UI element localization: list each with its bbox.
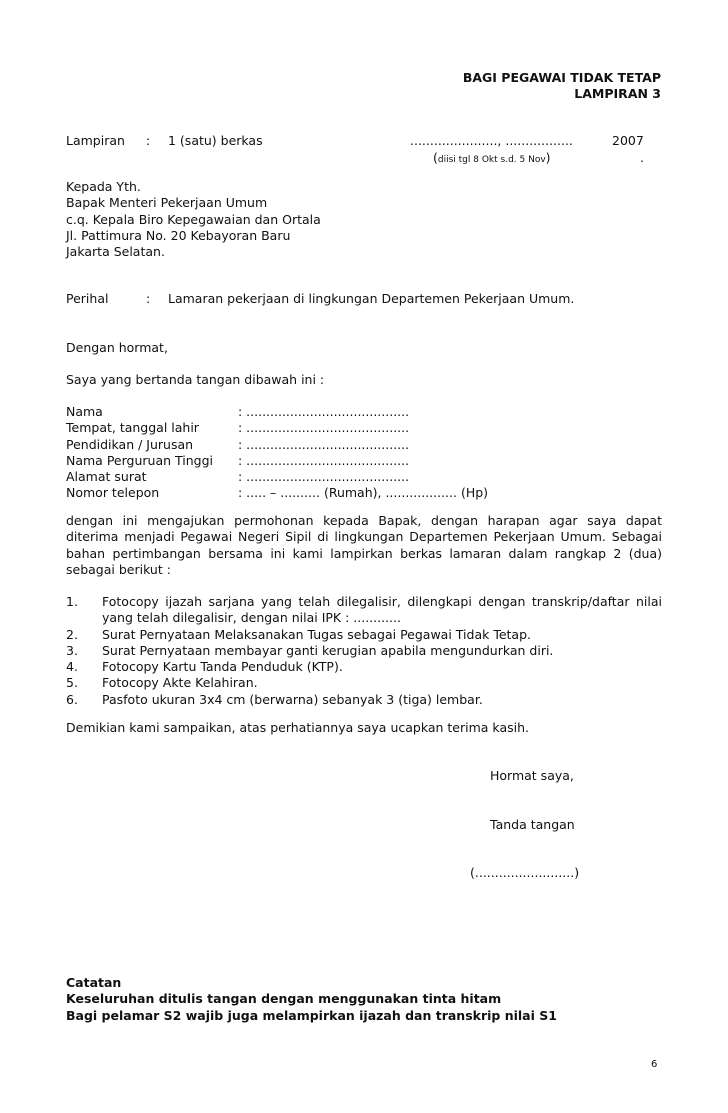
field-label: Pendidikan / Jurusan <box>66 436 194 452</box>
recipient-line: Jakarta Selatan. <box>66 244 165 260</box>
header-type: BAGI PEGAWAI TIDAK TETAP <box>462 70 661 85</box>
field-label: Tempat, tanggal lahir <box>66 420 199 436</box>
date-note <box>433 150 551 168</box>
field-value: : ......................................... <box>238 469 410 485</box>
lampiran-value: 1 (satu) berkas <box>168 133 263 148</box>
notes-block <box>66 975 557 1024</box>
field-value: : ......................................... <box>238 436 410 452</box>
signer-name: (.........................) <box>470 865 580 880</box>
lampiran-colon: : <box>146 133 151 148</box>
notes-title: Catatan <box>66 975 122 990</box>
notes-line: Bagi pelamar S2 wajib juga melampirkan ijazah dan transkrip nilai S1 <box>66 1007 557 1023</box>
recipient-line: Jl. Pattimura No. 20 Kebayoran Baru <box>66 227 291 243</box>
field-value: : ..... – .......... (Rumah), .................. (Hp) <box>238 485 489 501</box>
year: 2007 <box>612 133 644 148</box>
trailing-dot: . <box>640 150 644 165</box>
header-appendix: LAMPIRAN 3 <box>574 86 661 101</box>
field-label: Nama <box>66 404 103 419</box>
date-note-text: diisi tgl 8 Okt s.d. 5 Nov <box>437 155 546 165</box>
list-item: 2. Surat Pernyataan Melaksanakan Tugas sebagai Pegawai Tidak Tetap. <box>66 626 531 642</box>
signature-placeholder: Tanda tangan <box>490 817 575 832</box>
attachment-list <box>66 594 662 708</box>
list-item: 3. Surat Pernyataan membayar ganti kerugian apabila mengundurkan diri. <box>66 642 554 658</box>
regards: Hormat saya, <box>490 768 574 783</box>
field-label: Nomor telepon <box>66 485 160 501</box>
list-item: 4. Fotocopy Kartu Tanda Penduduk (KTP). <box>66 659 343 675</box>
page-number: 6 <box>651 1059 658 1070</box>
recipient-line: Kepada Yth. <box>66 179 141 194</box>
notes-line: Keseluruhan ditulis tangan dengan menggunakan tinta hitam <box>66 991 502 1007</box>
body-paragraph: dengan ini mengajukan permohonan kepada Bapak, dengan harapan agar saya dapat diterima menjadi Pegawai Negeri Sipil di lingkungan Departemen Pekerjaan Umum. Sebagai bahan pertimbangan bersama ini kami lampirkan berkas lamaran dalam rangkap 2 (dua) sebagai berikut : <box>66 513 662 577</box>
greeting: Dengan hormat, <box>66 340 168 355</box>
field-label: Nama Perguruan Tinggi <box>66 452 213 468</box>
intro: Saya yang bertanda tangan dibawah ini : <box>66 372 325 387</box>
recipient-line: Bapak Menteri Pekerjaan Umum <box>66 195 268 211</box>
perihal-label: Perihal <box>66 291 109 306</box>
date-note-close: ) <box>545 150 551 165</box>
field-label: Alamat surat <box>66 469 147 485</box>
closing: Demikian kami sampaikan, atas perhatiannya saya ucapkan terima kasih. <box>66 720 529 735</box>
recipient-line: c.q. Kepala Biro Kepegawaian dan Ortala <box>66 211 321 227</box>
applicant-fields <box>66 404 488 502</box>
place-date: ......................, ................. <box>410 133 573 148</box>
lampiran-label: Lampiran <box>66 133 125 148</box>
field-value: : ......................................... <box>238 404 410 419</box>
list-item: 1. Fotocopy ijazah sarjana yang telah dilegalisir, dilengkapi dengan transkrip/daftar nilai yang telah dilegalisir, dengan nilai IPK : ............ <box>66 594 662 626</box>
list-item: 6. Pasfoto ukuran 3x4 cm (berwarna) sebanyak 3 (tiga) lembar. <box>66 691 483 707</box>
list-item: 5. Fotocopy Akte Kelahiran. <box>66 675 258 691</box>
perihal-colon: : <box>146 291 151 306</box>
field-value: : ......................................... <box>238 452 410 468</box>
field-value: : ......................................... <box>238 420 410 436</box>
date-note-open: ( <box>433 150 438 165</box>
perihal-value: Lamaran pekerjaan di lingkungan Departemen Pekerjaan Umum. <box>168 291 575 306</box>
recipient-block <box>66 179 321 260</box>
